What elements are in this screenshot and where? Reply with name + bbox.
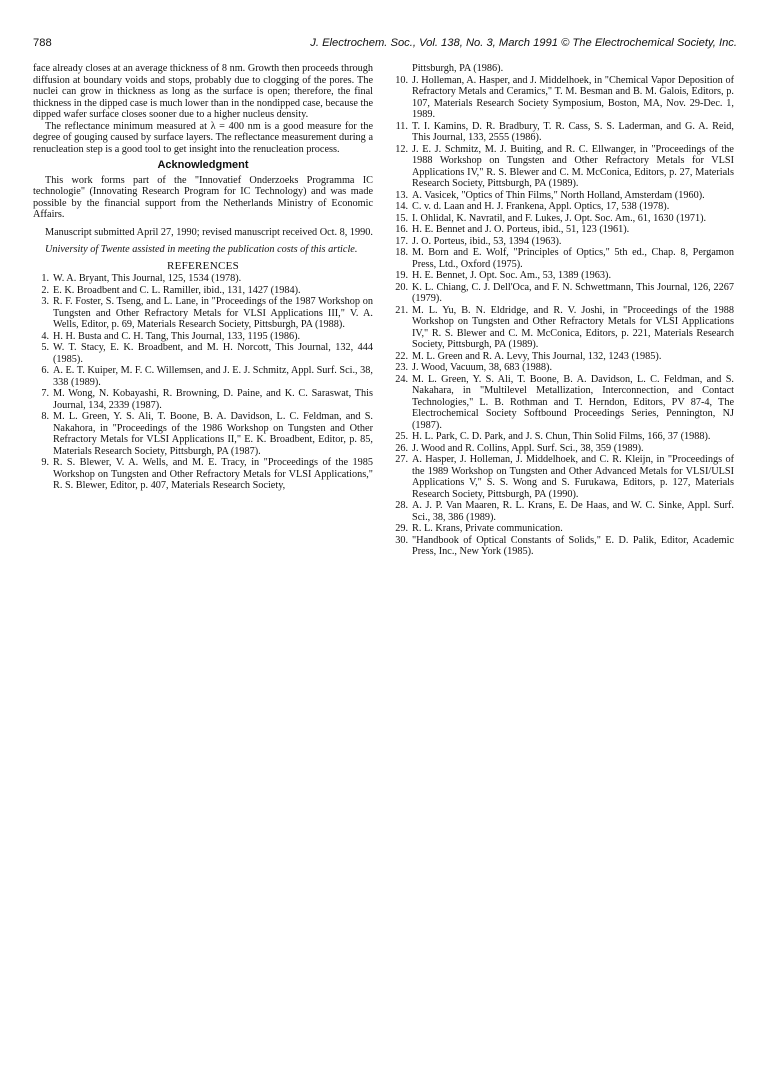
reference-item [33, 388, 373, 411]
reference-text: H. E. Bennet, J. Opt. Soc. Am., 53, 1389 (1963). [412, 270, 612, 281]
reference-item [33, 342, 373, 365]
reference-item [392, 236, 734, 248]
reference-text: J. Holleman, A. Hasper, and J. Middelhoek, in "Chemical Vapor Deposition of Refractory Metals and Ceramics," T. M. Besman and B. M. Galois, Editors, p. 107, Materials Research Society Symposium, Boston, MA, Nov. 29-Dec. 1, 1989. [412, 74, 734, 120]
reference-text: M. L. Green, Y. S. Ali, T. Boone, B. A. Davidson, L. C. Feldman, and S. Nakahora, in "Proceedings of the 1986 Workshop on Tungsten and Other Refractory Metals for VLSI Applications II," E. K. Broadbent, Editor, p. 85, Materials Research Society, Pittsburgh, PA (1987). [53, 411, 373, 457]
reference-number: 25. [395, 431, 408, 442]
page-header [33, 37, 737, 51]
reference-text: R. S. Blewer, V. A. Wells, and M. E. Tracy, in "Proceedings of the 1985 Workshop on Tungsten and Other Refractory Metals for VLSI Applications," R. S. Blewer, Editor, p. 407, Materials Research Society, [53, 457, 373, 491]
reference-item [392, 523, 734, 535]
reference-text: J. Wood, Vacuum, 38, 683 (1988). [412, 362, 553, 373]
reference-number: 12. [395, 143, 408, 155]
reference-text: T. I. Kamins, D. R. Bradbury, T. R. Cass, S. S. Laderman, and G. A. Reid, This Journal, 133, 2555 (1986). [412, 120, 734, 143]
reference-number: 2. [41, 284, 49, 296]
reference-number: 14. [395, 201, 408, 212]
reference-text: A. J. P. Van Maaren, R. L. Krans, E. De Haas, and W. C. Sinke, Appl. Surf. Sci., 38, 386 (1989). [412, 500, 734, 523]
reference-text: K. L. Chiang, C. J. Dell'Oca, and F. N. Schwettmann, This Journal, 126, 2267 (1979). [412, 281, 734, 304]
reference-text: J. Wood and R. Collins, Appl. Surf. Sci., 38, 359 (1989). [412, 442, 644, 454]
page-number: 788 [33, 37, 52, 49]
reference-number: 16. [395, 224, 408, 235]
reference-number: 10. [395, 74, 408, 86]
reference-text: A. Hasper, J. Holleman, J. Middelhoek, and C. R. Kleijn, in "Proceedings of the 1989 Workshop on Tungsten and Other Advanced Metals for VLSI/ULSI Applications V," S. S. Wong and S. Furukawa, Editors, p. 127, Materials Research Society, Pittsburgh, PA (1990). [412, 454, 734, 500]
acknowledgment-heading: Acknowledgment [157, 159, 249, 171]
reference-text: R. F. Foster, S. Tseng, and L. Lane, in "Proceedings of the 1987 Workshop on Tungsten and Other Refractory Metals for VLSI Applications III," V. A. Wells, Editor, p. 69, Materials Research Society, Pittsburgh, PA (1988). [53, 296, 373, 330]
reference-item [392, 144, 734, 190]
reference-number: 17. [395, 235, 408, 247]
reference-text: I. Ohlidal, K. Navratil, and F. Lukes, J. Opt. Soc. Am., 61, 1630 (1971). [412, 212, 707, 224]
reference-text: W. A. Bryant, This Journal, 125, 1534 (1978). [53, 273, 242, 284]
reference-number: 7. [41, 388, 49, 399]
reference-number: 3. [41, 296, 49, 307]
body-paragraph: face already closes at an average thickness of 8 nm. Growth then proceeds through diffusion at boundary voids and stops, probably due to clogging of the pores. The nuclei can grow in thickness as long as the surface is open; therefore, the final thickness in the dipped case is much lower than in the nondipped case, because the dipped wafer surface closes sooner due to a higher nucleus density. [33, 63, 373, 120]
reference-number: 21. [395, 304, 408, 316]
reference-text: M. L. Green and R. A. Levy, This Journal, 132, 1243 (1985). [412, 350, 662, 362]
reference-text: H. E. Bennet and J. O. Porteus, ibid., 51, 123 (1961). [412, 224, 630, 235]
reference-item [392, 213, 734, 225]
reference-number: 28. [395, 500, 408, 511]
reference-item [392, 351, 734, 363]
publication-costs-note: University of Twente assisted in meeting the publication costs of this article. [45, 244, 358, 255]
reference-number: 1. [41, 273, 49, 284]
reference-continuation: Pittsburgh, PA (1986). [412, 63, 504, 74]
reference-item [392, 443, 734, 455]
reference-number: 26. [395, 442, 408, 454]
reference-item [33, 457, 373, 492]
reference-text: M. L. Green, Y. S. Ali, T. Boone, B. A. Davidson, L. C. Feldman, and S. Nakahara, in "Multilevel Metallization, Interconnection, and Contact Technologies," L. B. Rothman and T. Herndon, Editors, PV 87-4, The Electrochemical Society Softbound Proceedings Series, Pennington, NJ (1987). [412, 373, 734, 431]
reference-text: E. K. Broadbent and C. L. Ramiller, ibid., 131, 1427 (1984). [53, 284, 301, 296]
reference-item [392, 247, 734, 270]
right-column [392, 63, 734, 558]
reference-text: "Handbook of Optical Constants of Solids," E. D. Palik, Editor, Academic Press, Inc., New York (1985). [412, 534, 734, 557]
reference-list-right [392, 75, 734, 558]
reference-number: 29. [395, 523, 408, 534]
reference-item [33, 273, 373, 285]
reference-item [392, 362, 734, 374]
reference-item [33, 296, 373, 331]
reference-list-left [33, 273, 373, 492]
references-heading: REFERENCES [166, 259, 240, 272]
reference-item [392, 535, 734, 558]
reference-item [392, 121, 734, 144]
reference-item [392, 431, 734, 443]
reference-item [33, 331, 373, 343]
body-paragraph: The reflectance minimum measured at λ = 400 nm is a good measure for the degree of gouging caused by surface layers. The reflectance measurement during a renucleation step is a good tool to get insight into the renucleation process. [33, 120, 373, 155]
reference-item [392, 282, 734, 305]
reference-text: J. O. Porteus, ibid., 53, 1394 (1963). [412, 235, 562, 247]
reference-item [392, 75, 734, 121]
reference-number: 4. [41, 330, 49, 342]
reference-item [392, 201, 734, 213]
reference-number: 22. [395, 350, 408, 362]
reference-number: 20. [395, 281, 408, 293]
reference-number: 8. [41, 411, 49, 422]
reference-text: J. E. J. Schmitz, M. J. Buiting, and R. C. Ellwanger, in "Proceedings of the 1988 Workshop on Tungsten and Other Refractory Metals for VLSI Applications IV," R. S. Blewer and C. M. McConica, Editors, p. 27, Materials Research Society, Pittsburgh, PA (1989). [412, 143, 734, 189]
left-column [33, 63, 373, 492]
reference-text: A. E. T. Kuiper, M. F. C. Willemsen, and J. E. J. Schmitz, Appl. Surf. Sci., 38, 338 (1989). [53, 365, 373, 388]
reference-number: 5. [41, 342, 49, 353]
reference-item [33, 285, 373, 297]
reference-item [392, 190, 734, 202]
reference-number: 15. [395, 212, 408, 224]
manuscript-dates: Manuscript submitted April 27, 1990; revised manuscript received Oct. 8, 1990. [45, 226, 373, 238]
reference-text: R. L. Krans, Private communication. [412, 523, 563, 534]
reference-number: 11. [395, 120, 408, 132]
reference-text: M. Born and E. Wolf, "Principles of Optics," 5th ed., Chap. 8, Pergamon Press, Ltd., Oxford (1975). [412, 247, 734, 270]
reference-text: M. Wong, N. Kobayashi, R. Browning, D. Paine, and K. C. Saraswat, This Journal, 134, 2339 (1987). [53, 388, 373, 411]
reference-item [392, 224, 734, 236]
reference-number: 30. [395, 534, 408, 546]
reference-text: H. L. Park, C. D. Park, and J. S. Chun, Thin Solid Films, 166, 37 (1988). [412, 431, 711, 442]
reference-number: 19. [395, 270, 408, 281]
reference-text: A. Vasicek, "Optics of Thin Films," North Holland, Amsterdam (1960). [412, 189, 705, 201]
journal-citation-line: J. Electrochem. Soc., Vol. 138, No. 3, March 1991 © The Electrochemical Society, Inc. [310, 37, 737, 49]
reference-item [392, 454, 734, 500]
reference-number: 6. [41, 365, 49, 376]
acknowledgment-text: This work forms part of the "Innovatief Onderzoeks Programma IC technologie" (Innovating Research Program for IC Technology) and was made possible by the financial support from the Netherlands Ministry of Economic Affairs. [33, 174, 373, 220]
reference-item [392, 305, 734, 351]
reference-number: 18. [395, 247, 408, 258]
reference-item [33, 365, 373, 388]
reference-text: W. T. Stacy, E. K. Broadbent, and M. H. Norcott, This Journal, 132, 444 (1985). [53, 342, 373, 365]
reference-text: C. v. d. Laan and H. J. Frankena, Appl. Optics, 17, 538 (1978). [412, 201, 670, 212]
reference-text: H. H. Busta and C. H. Tang, This Journal, 133, 1195 (1986). [53, 330, 301, 342]
reference-number: 24. [395, 373, 408, 385]
reference-item [33, 411, 373, 457]
reference-number: 13. [395, 189, 408, 201]
reference-text: M. L. Yu, B. N. Eldridge, and R. V. Joshi, in "Proceedings of the 1988 Workshop on Tungsten and Other Refractory Metals for VLSI Applications IV," R. S. Blewer and C. M. McConica, Editors, p. 221, Materials Research Society, Pittsburgh, PA (1989). [412, 304, 734, 350]
reference-number: 9. [41, 457, 49, 468]
reference-number: 27. [395, 454, 408, 465]
reference-number: 23. [395, 362, 408, 373]
reference-item [392, 374, 734, 432]
reference-item [392, 500, 734, 523]
reference-item [392, 270, 734, 282]
